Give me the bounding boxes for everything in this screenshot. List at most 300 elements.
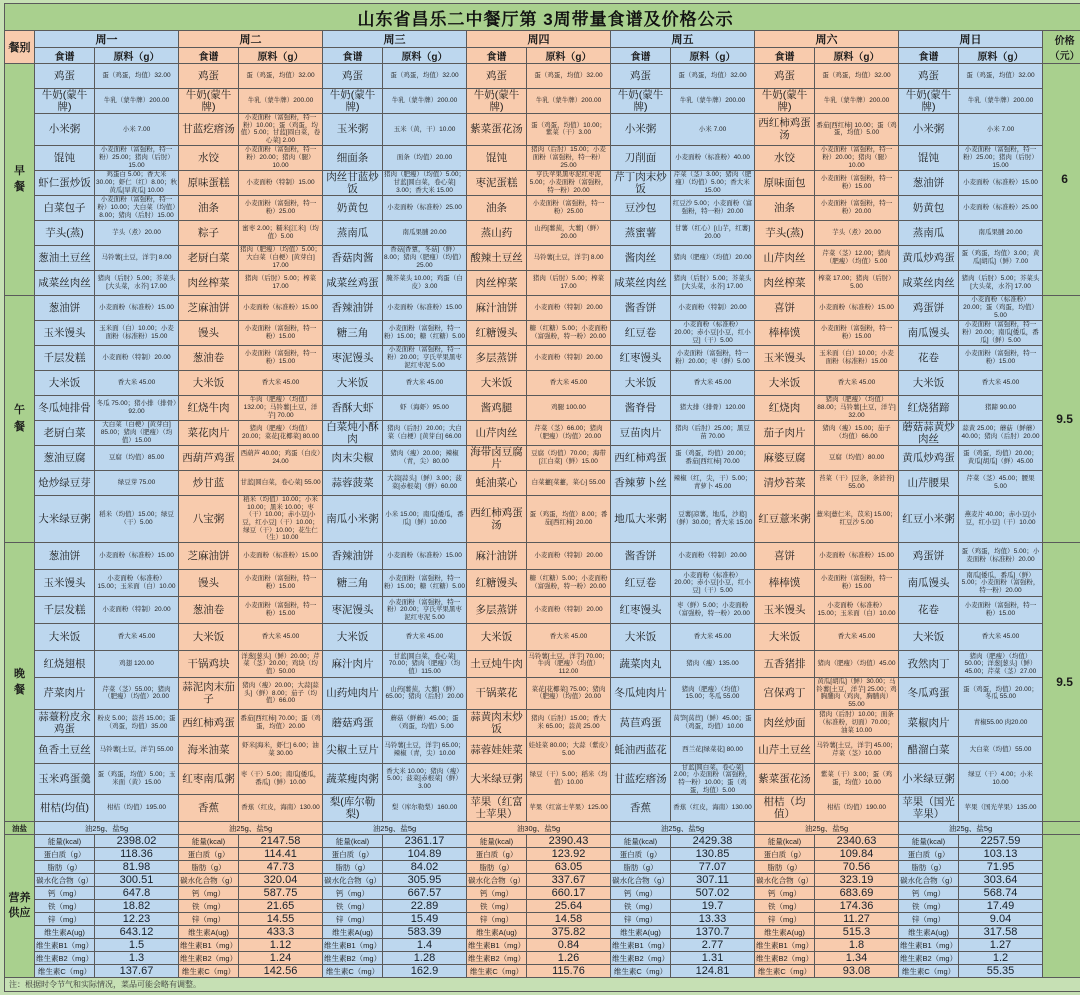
ingredient-cell: 豆腐（均值）80.00	[815, 446, 899, 471]
nutrition-value-cell: 2257.59	[959, 835, 1043, 848]
dish-cell: 咸菜丝肉丝	[899, 270, 959, 295]
ingredient-cell: 苹果（国光苹果）135.00	[959, 795, 1043, 822]
nutrition-label-cell: 能量(kcal)	[35, 835, 95, 848]
nutrition-value-cell: 109.84	[815, 848, 899, 861]
nutrition-value-cell: 70.56	[815, 861, 899, 874]
dish-cell: 甘蓝疙瘩汤	[179, 114, 239, 146]
nutrition-value-cell: 123.92	[527, 848, 611, 861]
ingredient-cell: 莴笋[莴苣]（鲜）45.00；蛋（鸡蛋，均值）10.00	[671, 709, 755, 736]
ingredient-cell: 鸡翅 120.00	[95, 651, 179, 678]
ingredient-cell: 马铃薯[土豆，洋芋] 45.00；芹菜（茎）10.00	[815, 736, 899, 763]
dish-cell: 蔬菜肉丸	[611, 651, 671, 678]
nutrition-value-cell: 21.65	[239, 900, 323, 913]
ingredient-cell: 小麦面粉（富强粉，特一粉）15.00	[959, 345, 1043, 370]
ingredient-cell: 猪大排（排骨）120.00	[671, 395, 755, 420]
ingredient-cell: 玉米面（白）10.00；小麦面粉（标准粉）15.00	[815, 345, 899, 370]
ingredient-cell: 香大米 45.00	[527, 370, 611, 395]
day-header-3: 周三	[323, 31, 467, 48]
dish-cell: 蚝油西蓝花	[611, 736, 671, 763]
nutrition-label-cell: 蛋白质（g）	[467, 848, 527, 861]
nutrition-value-cell: 1.27	[959, 939, 1043, 952]
ingredient-cell: 稻米（均值）15.00；绿豆（干）5.00	[95, 496, 179, 543]
ingredient-cell: 猪肉（肥瘦）（均值）5.00；大白菜（白梗）[黄芽白] 17.00	[239, 245, 323, 270]
ingredient-cell: 豆薯[凉薯，地瓜，沙葛]（鲜）30.00；香大米 15.00	[671, 496, 755, 543]
dish-cell: 大米绿豆粥	[467, 763, 527, 795]
nutrition-value-cell: 568.74	[959, 887, 1043, 900]
ingredient-cell: 小麦面粉（特制）20.00	[671, 295, 755, 320]
ingredient-cell: 小麦面粉（特制）20.00	[95, 345, 179, 370]
ingredient-cell: 辣椒（红，尖，干）5.00；青萝卜 45.00	[671, 471, 755, 496]
dish-cell: 香菇肉酱	[323, 245, 383, 270]
ingredient-cell: 马铃薯[土豆，洋芋] 8.00	[95, 245, 179, 270]
ingredient-cell: 猪肉（瘦）20.00；大蒜[蒜头]（鲜）8.00；茄子（均值）66.00	[239, 678, 323, 710]
nutrition-value-cell: 2429.38	[671, 835, 755, 848]
ingredient-cell: 蛋（鸡蛋，均值）32.00	[527, 64, 611, 89]
ingredient-cell: 山药[薯蓣，大薯]（鲜）65.00；猪肉（后肘）20.00	[383, 678, 467, 710]
nutrition-label-cell: 蛋白质（g）	[323, 848, 383, 861]
dish-cell: 豆沙包	[611, 195, 671, 220]
dish-cell: 五香猪排	[755, 651, 815, 678]
ingredient-cell: 小麦面粉（标准粉）15.00	[815, 543, 899, 570]
nutrition-value-cell: 9.04	[959, 913, 1043, 926]
nutrition-label-cell: 维生素A(ug)	[179, 926, 239, 939]
dish-cell: 喜饼	[755, 543, 815, 570]
nutrition-value-cell: 12.23	[95, 913, 179, 926]
dish-cell: 牛奶(蒙牛牌)	[467, 89, 527, 114]
nutrition-value-cell: 174.36	[815, 900, 899, 913]
dish-cell: 苹果（国光苹果）	[899, 795, 959, 822]
ingredient-cell: 猪肉（后肘）25.00；黑豆苗 70.00	[671, 420, 755, 445]
ingredient-cell: 香大米 45.00	[383, 624, 467, 651]
dish-cell: 海米油菜	[179, 736, 239, 763]
dish-cell: 大米饭	[899, 370, 959, 395]
ingredient-cell: 猪肉（后肘）5.00；芥菜头[大头菜，水芥] 17.00	[671, 270, 755, 295]
nutrition-label-cell: 钙（mg）	[179, 887, 239, 900]
nutrition-label-cell: 脂肪（g）	[35, 861, 95, 874]
ingredient-cell: 薏米[薏仁米，苡米] 15.00；红豆沙 5.00	[815, 496, 899, 543]
nutrition-label-cell: 铁（mg）	[899, 900, 959, 913]
ingredient-cell: 香蕉（红皮，海南）130.00	[239, 795, 323, 822]
dish-cell: 大米饭	[899, 624, 959, 651]
ingredient-cell: 牛乳（蒙牛牌）200.00	[815, 89, 899, 114]
dish-cell: 红糖馒头	[467, 570, 527, 597]
recipe-subheader: 食谱	[35, 48, 95, 64]
ingredient-cell: 芋头（煮）20.00	[95, 220, 179, 245]
ingredient-cell: 大蒜[蒜头]（鲜）3.00；菠菜[赤根菜]（鲜）60.00	[383, 471, 467, 496]
ingredient-cell: 牛乳（蒙牛牌）200.00	[671, 89, 755, 114]
dish-cell: 柑桔(均值)	[35, 795, 95, 822]
ingredient-cell: 小麦面粉（富强粉，特一粉）15.00	[239, 345, 323, 370]
dish-cell: 馄饨	[467, 145, 527, 170]
dish-cell: 玉米馒头	[35, 570, 95, 597]
dish-cell: 原味面包	[755, 170, 815, 195]
ingredient-cell: 猪肉（肥瘦）（均值）5.00；甘蓝[圆白菜，卷心菜] 3.00；香大米 15.00	[383, 170, 467, 195]
dish-cell: 牛奶(蒙牛牌)	[611, 89, 671, 114]
dish-cell: 牛奶(蒙牛牌)	[899, 89, 959, 114]
dish-cell: 麻婆豆腐	[755, 446, 815, 471]
ingredient-cell: 猪肉（瘦）20.00；辣椒（青，尖）80.00	[383, 446, 467, 471]
nutrition-label-cell: 维生素B1（mg）	[35, 939, 95, 952]
ingredient-cell: 番茄[西红柿] 10.00；蛋（鸡蛋，均值）5.00	[815, 114, 899, 146]
dish-cell: 细面条	[323, 145, 383, 170]
dish-cell: 大米饭	[611, 624, 671, 651]
nutrition-value-cell: 142.56	[239, 965, 323, 978]
nutrition-label-cell: 锌（mg）	[323, 913, 383, 926]
dish-cell: 大米饭	[179, 370, 239, 395]
ingredient-cell: 小麦面粉（富强粉，特一粉）15.00	[239, 597, 323, 624]
nutrition-value-cell: 104.89	[383, 848, 467, 861]
ingredient-cell: 小麦面粉（富强粉，特一粉）25.00	[239, 195, 323, 220]
ingredient-cell: 小麦面粉（富强粉，特一粉）20.00	[815, 195, 899, 220]
ingredient-cell: 榨菜 17.00；猪肉（后肘）5.00	[815, 270, 899, 295]
ingredient-cell: 甘蓝[圆白菜，卷心菜] 55.00	[239, 471, 323, 496]
dish-cell: 棒棒馍	[755, 320, 815, 345]
dish-cell: 芝麻油饼	[179, 295, 239, 320]
dish-cell: 红枣南瓜粥	[179, 763, 239, 795]
oil-salt-cell: 油25g、盐5g	[611, 822, 755, 835]
day-header-1: 周一	[35, 31, 179, 48]
nutrition-value-cell: 1.2	[959, 952, 1043, 965]
dish-cell: 牛奶(蒙牛牌)	[35, 89, 95, 114]
nutrition-label-cell: 维生素B2（mg）	[611, 952, 671, 965]
nutrition-section-label: 营养供应	[5, 835, 35, 978]
dish-cell: 大米饭	[755, 624, 815, 651]
ingredient-cell: 小麦面粉（富强粉，特一粉）15.00	[815, 170, 899, 195]
dish-cell: 葱油饼	[899, 170, 959, 195]
nutrition-label-cell: 脂肪（g）	[467, 861, 527, 874]
dish-cell: 梨(库尔勒梨)	[323, 795, 383, 822]
nutrition-value-cell: 587.75	[239, 887, 323, 900]
dish-cell: 油条	[467, 195, 527, 220]
ingredient-cell: 枣（鲜）5.00；小麦面粉（富强粉，特一粉）20.00	[671, 597, 755, 624]
ingredient-cell: 猪肉（肥瘦）（均值）50.00；洋葱[葱头]（鲜）45.00；芹菜（茎）27.00	[959, 651, 1043, 678]
dish-cell: 玉米鸡蛋羹	[35, 763, 95, 795]
price-cell-晚餐: 9.5	[1043, 543, 1080, 822]
dish-cell: 芋头(蒸)	[755, 220, 815, 245]
nutrition-value-cell: 300.51	[95, 874, 179, 887]
ingredient-cell: 小麦面粉（标准粉）25.00	[383, 195, 467, 220]
nutrition-value-cell: 2398.02	[95, 835, 179, 848]
ingredient-cell: 西葫芦 40.00；鸡蛋（白皮）24.00	[239, 446, 323, 471]
dish-cell: 山芹肉丝	[755, 245, 815, 270]
price-cell-午餐: 9.5	[1043, 295, 1080, 542]
dish-cell: 咸菜丝肉丝	[611, 270, 671, 295]
nutrition-label-cell: 维生素A(ug)	[323, 926, 383, 939]
ingredient-cell: 苹果（红富士苹果）125.00	[527, 795, 611, 822]
ingredient-subheader: 原料（g）	[527, 48, 611, 64]
dish-cell: 蒸南瓜	[899, 220, 959, 245]
ingredient-cell: 燕麦片 40.00；赤小豆[小豆，红小豆]（干）10.00	[959, 496, 1043, 543]
ingredient-cell: 猪肉（肥瘦）（均值）88.00；马铃薯[土豆，洋芋] 32.00	[815, 395, 899, 420]
dish-cell: 冬瓜鸡蛋	[899, 678, 959, 710]
dish-cell: 多层蒸饼	[467, 597, 527, 624]
nutrition-value-cell: 1.8	[815, 939, 899, 952]
dish-cell: 红烧翅根	[35, 651, 95, 678]
ingredient-cell: 小米 7.00	[959, 114, 1043, 146]
nutrition-label-cell: 维生素A(ug)	[755, 926, 815, 939]
dish-cell: 大米饭	[611, 370, 671, 395]
dish-cell: 大米饭	[323, 624, 383, 651]
nutrition-value-cell: 2340.63	[815, 835, 899, 848]
ingredient-cell: 甘蓝[圆白菜，卷心菜] 2.00；小麦面粉（富强粉，特一粉）10.00；蛋（鸡蛋，均值）5.00	[671, 763, 755, 795]
dish-cell: 牛奶(蒙牛牌)	[179, 89, 239, 114]
nutrition-value-cell: 81.98	[95, 861, 179, 874]
nutrition-value-cell: 25.64	[527, 900, 611, 913]
ingredient-subheader: 原料（g）	[671, 48, 755, 64]
ingredient-cell: 牛乳（蒙牛牌）200.00	[239, 89, 323, 114]
ingredient-cell: 枣（干）5.00；南瓜[倭瓜，番瓜]（鲜）10.00	[239, 763, 323, 795]
nutrition-label-cell: 蛋白质（g）	[611, 848, 671, 861]
ingredient-cell: 柑桔（均值）195.00	[95, 795, 179, 822]
ingredient-cell: 芋头（煮）20.00	[815, 220, 899, 245]
ingredient-cell: 猪蹄 90.00	[959, 395, 1043, 420]
ingredient-cell: 甘薯（红心）[山芋，红薯] 20.00	[671, 220, 755, 245]
dish-cell: 宫保鸡丁	[755, 678, 815, 710]
nutrition-value-cell: 2147.58	[239, 835, 323, 848]
ingredient-cell: 小米 15.00；南瓜[倭瓜，番瓜]（鲜）10.00	[383, 496, 467, 543]
nutrition-value-cell: 13.33	[671, 913, 755, 926]
dish-cell: 肉丝榨菜	[755, 270, 815, 295]
dish-cell: 肉末尖椒	[323, 446, 383, 471]
ingredient-cell: 红豆沙 5.00；小麦面粉（富强粉，特一粉）20.00	[671, 195, 755, 220]
nutrition-label-cell: 维生素C（mg）	[611, 965, 671, 978]
nutrition-label-cell: 维生素A(ug)	[611, 926, 671, 939]
nutrition-value-cell: 71.95	[959, 861, 1043, 874]
nutrition-label-cell: 蛋白质（g）	[35, 848, 95, 861]
ingredient-cell: 蛋（鸡蛋，均值）10.00；紫菜（干）3.00	[527, 114, 611, 146]
ingredient-cell: 山药[薯蓣，大薯]（鲜）20.00	[527, 220, 611, 245]
nutrition-label-cell: 脂肪（g）	[899, 861, 959, 874]
dish-cell: 大米饭	[35, 624, 95, 651]
ingredient-cell: 大白菜（均值）55.00	[959, 736, 1043, 763]
nutrition-value-cell: 0.84	[527, 939, 611, 952]
nutrition-value-cell: 162.9	[383, 965, 467, 978]
dish-cell: 咸菜丝肉丝	[35, 270, 95, 295]
dish-cell: 老厨白菜	[35, 420, 95, 445]
ingredient-cell: 黄瓜[胡瓜]（鲜）30.00；马铃薯[土豆，洋芋] 25.00；鸡胸脯肉（鸡肉，胸脯肉）55.00	[815, 678, 899, 710]
nutrition-value-cell: 1.24	[239, 952, 323, 965]
nutrition-label-cell: 钙（mg）	[467, 887, 527, 900]
dish-cell: 鸡蛋饼	[899, 543, 959, 570]
nutrition-label-cell: 铁（mg）	[35, 900, 95, 913]
ingredient-cell: 小麦面粉（标准粉）15.00	[239, 295, 323, 320]
nutrition-label-cell: 维生素B2（mg）	[467, 952, 527, 965]
dish-cell: 玉米粥	[323, 114, 383, 146]
dish-cell: 香辣萝卜丝	[611, 471, 671, 496]
dish-cell: 炒甘蓝	[179, 471, 239, 496]
ingredient-cell: 香菇[香蕈，冬菇]（鲜）8.00；猪肉（肥瘦）（均值）25.00	[383, 245, 467, 270]
ingredient-cell: 蛋（鸡蛋，均值）32.00	[383, 64, 467, 89]
ingredient-cell: 小麦面粉（特制）20.00	[527, 543, 611, 570]
ingredient-cell: 香大米 45.00	[671, 624, 755, 651]
dish-cell: 虾仁蛋炒饭	[35, 170, 95, 195]
nutrition-label-cell: 锌（mg）	[899, 913, 959, 926]
ingredient-cell: 香大米 45.00	[95, 370, 179, 395]
ingredient-cell: 香大米 45.00	[95, 624, 179, 651]
dish-cell: 肉丝甘蓝炒饭	[323, 170, 383, 195]
ingredient-cell: 梨（库尔勒梨）160.00	[383, 795, 467, 822]
recipe-subheader: 食谱	[899, 48, 959, 64]
ingredient-cell: 香大米 45.00	[815, 624, 899, 651]
dish-cell: 麻汁油饼	[467, 295, 527, 320]
weekly-menu-table	[4, 3, 1080, 992]
nutrition-value-cell: 114.41	[239, 848, 323, 861]
nutrition-value-cell: 643.12	[95, 926, 179, 939]
dish-cell: 西红柿鸡蛋	[179, 709, 239, 736]
oil-salt-cell: 油25g、盐5g	[899, 822, 1043, 835]
ingredient-cell: 西兰花[绿菜花] 80.00	[671, 736, 755, 763]
ingredient-cell: 牛乳（蒙牛牌）200.00	[95, 89, 179, 114]
ingredient-cell: 猪肉（后肘）20.00；大白菜（白梗）[黄芽白] 66.00	[383, 420, 467, 445]
recipe-subheader: 食谱	[611, 48, 671, 64]
nutrition-value-cell: 2390.43	[527, 835, 611, 848]
nutrition-label-cell: 维生素B2（mg）	[323, 952, 383, 965]
ingredient-cell: 小麦面粉（富强粉，特一粉）20.00；枣（鲜）5.00	[671, 345, 755, 370]
nutrition-value-cell: 115.76	[527, 965, 611, 978]
ingredient-cell: 小麦面粉（富强粉，特一粉）15.00；糖（红糖）5.00	[383, 570, 467, 597]
ingredient-cell: 小麦面粉（标准粉）15.00；玉米面（白）10.00	[815, 597, 899, 624]
nutrition-label-cell: 维生素C（mg）	[323, 965, 383, 978]
dish-cell: 糖三角	[323, 320, 383, 345]
nutrition-label-cell: 维生素B1（mg）	[467, 939, 527, 952]
dish-cell: 玉米馒头	[755, 345, 815, 370]
ingredient-cell: 蛋（鸡蛋，均值）32.00	[815, 64, 899, 89]
ingredient-cell: 南瓜[倭瓜，番瓜]（鲜）5.00；小麦面粉（富强粉，特一粉）20.00	[959, 570, 1043, 597]
nutrition-label-cell: 维生素A(ug)	[467, 926, 527, 939]
dish-cell: 鸡蛋	[323, 64, 383, 89]
dish-cell: 小米粥	[899, 114, 959, 146]
ingredient-cell: 冬瓜 75.00；猪小排（排骨）92.00	[95, 395, 179, 420]
ingredient-cell: 小麦面粉（标准粉）15.00	[95, 543, 179, 570]
ingredient-cell: 蒜黄 25.00；蘑菇（鲜蘑）40.00；猪肉（后肘）20.00	[959, 420, 1043, 445]
dish-cell: 黄瓜炒鸡蛋	[899, 446, 959, 471]
nutrition-value-cell: 118.36	[95, 848, 179, 861]
dish-cell: 麻汁油饼	[467, 543, 527, 570]
nutrition-value-cell: 660.17	[527, 887, 611, 900]
nutrition-label-cell: 维生素B1（mg）	[755, 939, 815, 952]
nutrition-label-cell: 铁（mg）	[611, 900, 671, 913]
nutrition-value-cell: 93.08	[815, 965, 899, 978]
oil-salt-cell: 油25g、盐5g	[35, 822, 179, 835]
ingredient-cell: 蜜枣 2.00；糯米[江米]（均值）5.00	[239, 220, 323, 245]
price-cell-empty-nutrition	[1043, 835, 1080, 978]
dish-cell: 蒜蓉菠菜	[323, 471, 383, 496]
nutrition-value-cell: 2361.17	[383, 835, 467, 848]
ingredient-cell: 小麦面粉（标准粉）15.00	[239, 543, 323, 570]
recipe-subheader: 食谱	[467, 48, 527, 64]
ingredient-cell: 小米 7.00	[95, 114, 179, 146]
ingredient-cell: 糖（红糖）5.00；小麦面粉（富强粉，特一粉）20.00	[527, 570, 611, 597]
dish-cell: 多层蒸饼	[467, 345, 527, 370]
dish-cell: 大米饭	[467, 370, 527, 395]
ingredient-cell: 小麦面粉（标准粉）20.00；赤小豆[小豆，红小豆]（干）5.00	[671, 320, 755, 345]
dish-cell: 清炒苔菜	[755, 471, 815, 496]
dish-cell: 南瓜馒头	[899, 570, 959, 597]
ingredient-cell: 南瓜果脯 20.00	[959, 220, 1043, 245]
nutrition-value-cell: 14.55	[239, 913, 323, 926]
nutrition-label-cell: 铁（mg）	[467, 900, 527, 913]
nutrition-label-cell: 锌（mg）	[35, 913, 95, 926]
dish-cell: 小米粥	[35, 114, 95, 146]
dish-cell: 酱鸡腿	[467, 395, 527, 420]
ingredient-cell: 鸡腿 100.00	[527, 395, 611, 420]
ingredient-cell: 番茄[西红柿] 70.00；蛋（鸡蛋，均值）20.00	[239, 709, 323, 736]
nutrition-value-cell: 507.02	[671, 887, 755, 900]
dish-cell: 山芹腰果	[899, 471, 959, 496]
dish-cell: 千层发糕	[35, 597, 95, 624]
nutrition-value-cell: 1.26	[527, 952, 611, 965]
ingredient-cell: 小麦面粉（标准粉）15.00	[959, 170, 1043, 195]
dish-cell: 鸡蛋饼	[899, 295, 959, 320]
dish-cell: 紫菜蛋花汤	[467, 114, 527, 146]
ingredient-cell: 小麦面粉（标准粉）15.00	[815, 295, 899, 320]
dish-cell: 蒜黄肉末炒饭	[467, 709, 527, 736]
nutrition-value-cell: 22.89	[383, 900, 467, 913]
meal-label-早餐: 早餐	[5, 64, 35, 296]
dish-cell: 枣泥馒头	[323, 345, 383, 370]
ingredient-cell: 虾（海虾）95.00	[383, 395, 467, 420]
ingredient-cell: 面条（均值）20.00	[383, 145, 467, 170]
dish-cell: 黄瓜炒鸡蛋	[899, 245, 959, 270]
ingredient-subheader: 原料（g）	[239, 48, 323, 64]
nutrition-label-cell: 钙（mg）	[611, 887, 671, 900]
dish-cell: 香酥大虾	[323, 395, 383, 420]
nutrition-label-cell: 钙（mg）	[35, 887, 95, 900]
ingredient-cell: 小麦面粉（标准粉）15.00	[383, 295, 467, 320]
nutrition-label-cell: 维生素B1（mg）	[179, 939, 239, 952]
ingredient-cell: 香大米 45.00	[239, 370, 323, 395]
dish-cell: 蒸南瓜	[323, 220, 383, 245]
ingredient-cell: 白菜薹[菜薹，菜心] 55.00	[527, 471, 611, 496]
dish-cell: 蒸山药	[467, 220, 527, 245]
ingredient-cell: 娃娃菜 80.00；大蒜（紫皮）5.00	[527, 736, 611, 763]
nutrition-label-cell: 脂肪（g）	[179, 861, 239, 874]
ingredient-cell: 蛋（鸡蛋，均值）5.00；小麦面粉（标准粉）20.00	[959, 543, 1043, 570]
ingredient-cell: 香大米 45.00	[671, 370, 755, 395]
nutrition-label-cell: 维生素A(ug)	[35, 926, 95, 939]
oil-salt-cell: 油25g、盐5g	[179, 822, 323, 835]
nutrition-value-cell: 47.73	[239, 861, 323, 874]
ingredient-cell: 腌芥菜头 10.00；鸡蛋（白皮）3.00	[383, 270, 467, 295]
nutrition-value-cell: 303.64	[959, 874, 1043, 887]
ingredient-cell: 小麦面粉（标准粉）20.00；蛋（鸡蛋，均值）5.00	[959, 295, 1043, 320]
nutrition-label-cell: 脂肪（g）	[611, 861, 671, 874]
dish-cell: 玉米馒头	[35, 320, 95, 345]
dish-cell: 香辣油饼	[323, 295, 383, 320]
dish-cell: 大米饭	[467, 624, 527, 651]
nutrition-label-cell: 维生素C（mg）	[899, 965, 959, 978]
dish-cell: 红豆薏米粥	[755, 496, 815, 543]
ingredient-cell: 小米 7.00	[671, 114, 755, 146]
dish-cell: 大米绿豆粥	[35, 496, 95, 543]
ingredient-cell: 亨氏苹果黑枣泥红枣泥 5.00；小麦面粉（富强粉，特一粉）20.00	[527, 170, 611, 195]
nutrition-value-cell: 17.49	[959, 900, 1043, 913]
nutrition-label-cell: 钙（mg）	[899, 887, 959, 900]
dish-cell: 水饺	[755, 145, 815, 170]
dish-cell: 枣泥蛋糕	[467, 170, 527, 195]
dish-cell: 鱼香土豆丝	[35, 736, 95, 763]
oil-salt-cell: 油30g、盐5g	[467, 822, 611, 835]
dish-cell: 花卷	[899, 345, 959, 370]
dish-cell: 山芹土豆丝	[755, 736, 815, 763]
dish-cell: 蒜薹粉皮汆鸡蛋	[35, 709, 95, 736]
nutrition-value-cell: 84.02	[383, 861, 467, 874]
ingredient-cell: 猪肉（后肘）5.00；榨菜 17.00	[527, 270, 611, 295]
dish-cell: 西红柿鸡蛋汤	[755, 114, 815, 146]
ingredient-cell: 香大米 45.00	[959, 624, 1043, 651]
dish-cell: 干锅菜花	[467, 678, 527, 710]
dish-cell: 菜椒肉片	[899, 709, 959, 736]
